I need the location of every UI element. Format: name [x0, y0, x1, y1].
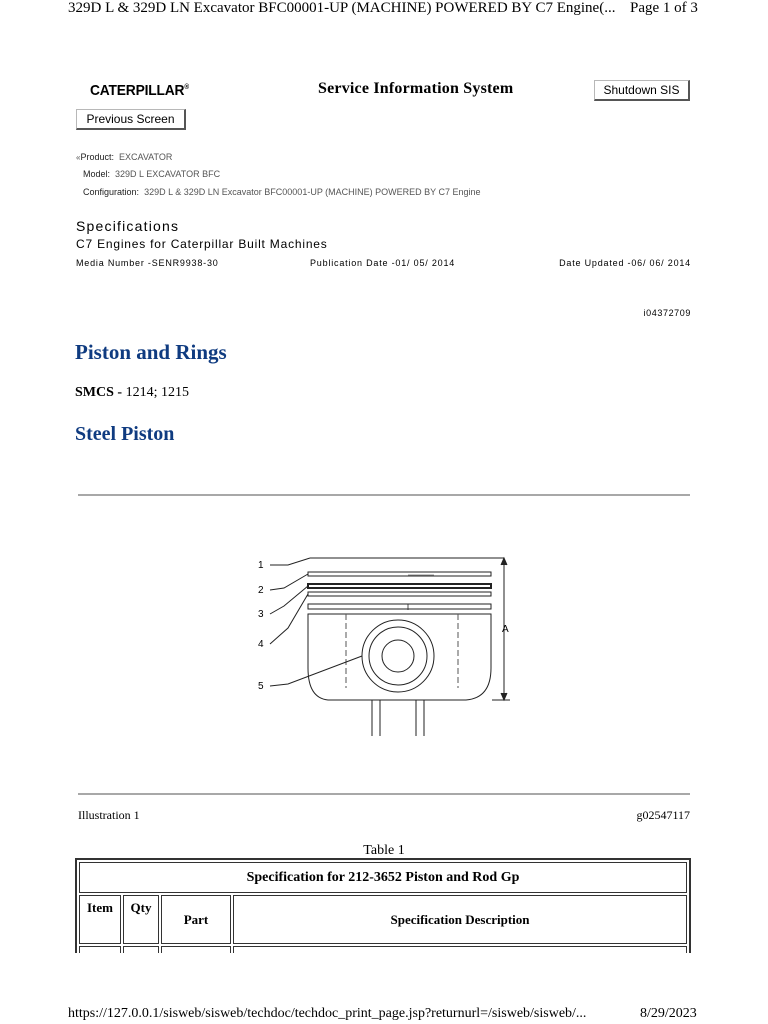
caterpillar-logo	[90, 82, 189, 99]
callout-5: 5	[258, 681, 264, 692]
piston-illustration	[248, 548, 520, 738]
document-id: i04372709	[643, 308, 691, 318]
model-key: Model:	[83, 169, 111, 179]
meta-model	[83, 169, 220, 179]
table-title: Specification for 212-3652 Piston and Rod Gp	[79, 862, 687, 893]
print-header-title: 329D L & 329D LN Excavator BFC00001-UP (MACHINE) POWERED BY C7 Engine(...	[68, 0, 616, 16]
previous-screen-button[interactable]: Previous Screen	[76, 109, 186, 130]
configuration-key: Configuration:	[83, 187, 140, 197]
smcs-value: 1214; 1215	[125, 385, 189, 400]
meta-configuration	[83, 187, 481, 197]
publication-date: Publication Date -01/ 05/ 2014	[310, 258, 456, 268]
illustration-caption: Illustration 1	[78, 808, 140, 822]
configuration-value: 329D L & 329D LN Excavator BFC00001-UP (MACHINE) POWERED BY C7 Engine	[144, 187, 481, 197]
document-subtitle: C7 Engines for Caterpillar Built Machines	[76, 237, 328, 251]
callout-3: 3	[258, 609, 264, 620]
document-type: Specifications	[76, 218, 180, 234]
table-caption: Table 1	[363, 843, 405, 858]
meta-product	[76, 152, 172, 162]
illustration-id: g02547117	[636, 808, 690, 822]
section-heading: Steel Piston	[75, 423, 175, 445]
callout-a: A	[502, 624, 509, 635]
callout-1: 1	[258, 560, 264, 571]
column-header-part: Part	[161, 895, 231, 944]
model-value: 329D L EXCAVATOR BFC	[115, 169, 221, 179]
page-title: Piston and Rings	[75, 340, 227, 364]
product-value: EXCAVATOR	[119, 152, 173, 162]
divider	[78, 494, 690, 496]
print-footer-date: 8/29/2023	[640, 1006, 697, 1021]
collapse-arrow-icon[interactable]: «	[76, 153, 81, 162]
system-title: Service Information System	[318, 80, 514, 97]
print-footer-url: https://127.0.0.1/sisweb/sisweb/techdoc/techdoc_print_page.jsp?returnurl=/sisweb/sisweb/...	[68, 1006, 587, 1021]
logo-text: CATERPILLAR	[90, 82, 185, 99]
media-number: Media Number -SENR9938-30	[76, 258, 219, 268]
smcs-label: SMCS -	[75, 385, 126, 400]
callout-4: 4	[258, 639, 264, 650]
column-header-qty: Qty	[123, 895, 159, 944]
product-key: Product:	[80, 152, 114, 162]
print-page-number: Page 1 of 3	[630, 0, 698, 16]
column-header-item: Item	[79, 895, 121, 944]
date-updated: Date Updated -06/ 06/ 2014	[559, 258, 691, 268]
callout-2: 2	[258, 585, 264, 596]
logo-registered-mark: ®	[184, 84, 189, 91]
column-header-specification: Specification Description	[233, 895, 687, 944]
divider	[78, 793, 690, 795]
shutdown-sis-button[interactable]: Shutdown SIS	[594, 80, 690, 101]
smcs-codes	[75, 385, 189, 401]
